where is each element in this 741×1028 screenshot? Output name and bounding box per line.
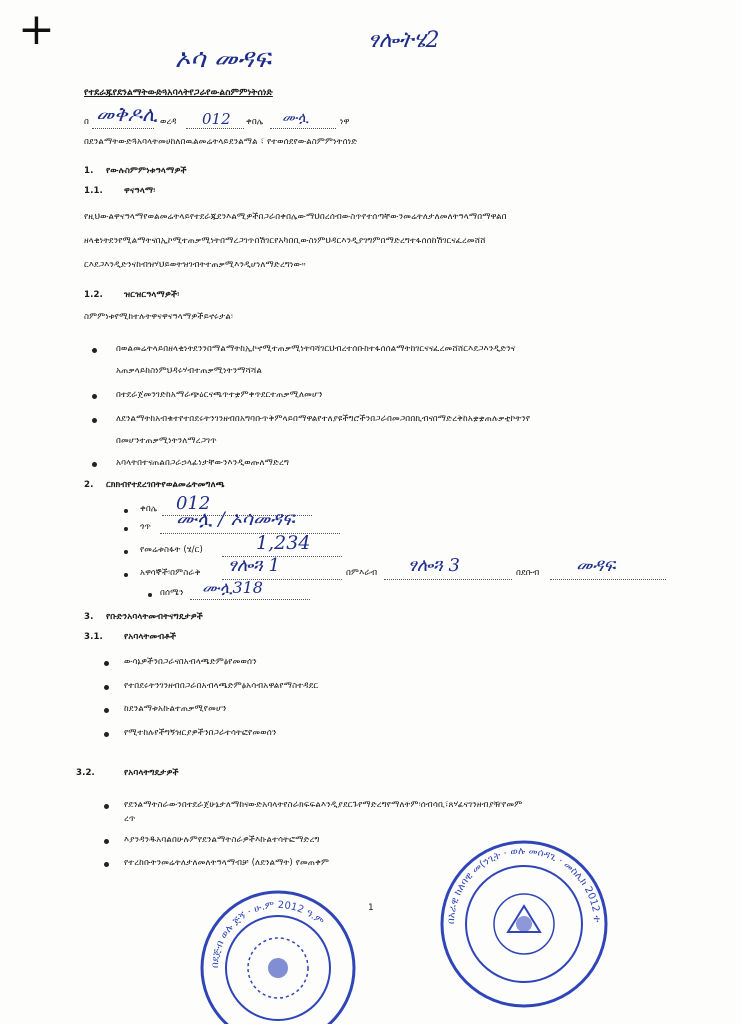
- section-3-number: 3.: [84, 612, 94, 622]
- bullet-icon: [104, 804, 109, 809]
- duty-1-line-1: የደንልማትስራውንበተደራጀሁኔታለማከናውድአባላትየስራክፍፍልእንዲያደርጉየማድረግየማለትም፡ሰብሳቢ፣ጸሃፊናገንዘብያዥየመም: [124, 800, 523, 810]
- objective-3-line-1: ለደንልማትከአብቁተየተበደሩትንገንዘብበአግባቡጥቅምላይበማዋልየተለያዩችግሮችንበጋራበመጋበበኪብናበማድረቅከአቋቋጠሉቃቲኮትንየ: [116, 414, 531, 424]
- intro-wereda-label: ወረዳ: [160, 117, 177, 127]
- bullet-icon: [104, 708, 109, 713]
- duty-1-line-2: ረጥ: [124, 814, 136, 824]
- left-seal-text: በደጅብ ወሉ ጅኝ · ሁ.ም 2012 ዓ.ም: [209, 899, 326, 969]
- svg-text:በአራዊ ከለባዊ መ(ንጊት · ወሉ መሰዳጊ · መስ: በአራዊ ከለባዊ መ(ንጊት · ወሉ መሰዳጊ · መስሊክ 2012 ተ: [445, 845, 603, 925]
- handwritten-south-neighbor: መዳፍ: [576, 555, 616, 576]
- section-2-title: ርክክብየተደረገበትየወልመሬትመግለጫ: [106, 480, 225, 490]
- bullet-icon: [124, 550, 128, 554]
- left-official-seal: [188, 878, 368, 1024]
- objective-4: አባላትበተናጠልበጋራኃላፊነታቸውንእንዲወጡለማድረግ: [116, 458, 290, 468]
- boundary-west-label: በምእራብ: [346, 568, 378, 578]
- intro-line-2: በደንልማትውድጓአባላትመሀከለበዉልመሬትላይደንልማል ፣ የተወሰደየውልስምምነትሰነድ: [84, 137, 358, 147]
- section-1-1-para-line-1: የዚህውልዋናዓላማየወልመሬትላይየተደራጁደንእልሚዎችበጋራበቀበሌውማህበረሰብውስጥየተሰጣቸውንመሬትለታለመለትዓላማበማዋልበ: [84, 212, 507, 222]
- section-3-2-title: የአባላትግዴታዎች: [124, 768, 179, 778]
- handwritten-name: መቅዶሊ: [96, 102, 158, 126]
- land-kebele-label: ቀበሌ: [140, 504, 158, 514]
- page-number: 1: [368, 903, 374, 913]
- section-3-title: የቡድንአባላትመብትናግዴታዎች: [106, 612, 203, 622]
- section-3-2-number: 3.2.: [76, 768, 95, 778]
- bullet-icon: [104, 732, 109, 737]
- section-2-number: 2.: [84, 480, 94, 490]
- bullet-icon: [92, 394, 97, 399]
- right-4: የሚተከሉየችግኝዝርያዎችንበጋራተሳትፎየመወሰን: [124, 728, 277, 738]
- duty-3: የተረከቡትንመሬትለታለመለትዓላማብቻ (ለደንልማት) የመጠቀም: [124, 858, 330, 868]
- section-1-1-para-line-2: ዘላቂነትደንየሚልማትናበኢኮሚተጠቃሚነትበማረጋገጥበሽገርየአካበቢውስነምህዳርእንዲያገግምበማድረግተፋሰሰከሽገርናፈረመሸሸ: [84, 236, 486, 246]
- land-area-label: የመሬቱስፋት (ሄ/ር): [140, 545, 203, 555]
- bullet-icon: [104, 839, 109, 844]
- duty-2: እያንዳንዱአባልበሁሉምየደንልማትስራዎችእኩልተሳትፎማድረግ: [124, 835, 320, 845]
- section-1-number: 1.: [84, 166, 94, 176]
- handwritten-mark: +: [18, 4, 55, 55]
- boundary-north-label: በሰሜን: [160, 588, 184, 598]
- intro-kebele-label: ቀበሌ: [246, 117, 264, 127]
- section-1-1-para-line-3: ርእደጋእንዲድንናከብዝሃህይወትዝገብትተጠቃሚእንዲሆነለማድረግነው።: [84, 260, 306, 270]
- handwritten-house-no: 012: [176, 493, 211, 514]
- bullet-icon: [92, 348, 97, 353]
- bullet-icon: [104, 661, 109, 666]
- section-3-1-title: የአባላትመብቶች: [124, 632, 177, 642]
- handwritten-east-neighbor: ፃሎጓ 1: [228, 555, 280, 576]
- objective-3-line-2: በመሆንተጠቃሚነትንለማረጋገጥ: [116, 436, 217, 446]
- bullet-icon: [124, 509, 128, 513]
- handwritten-area: 1,234: [256, 532, 311, 554]
- objective-1-line-2: አጠቃላይከስነምህዳሩሃብተጠቃሚነትንማሻሻል: [116, 366, 263, 376]
- section-3-1-number: 3.1.: [84, 632, 103, 642]
- section-1-1-number: 1.1.: [84, 186, 103, 196]
- right-2: የተበደሩትንገንዘብበጋራበአብላጫድምፅአሳብአዋልየማስተዳደር: [124, 681, 319, 691]
- section-1-title: የውሉስምምነቱዓላማዎች: [106, 166, 187, 176]
- right-1: ውሳኔዎችንበጋራናበአብላጫድምፅየመወሰን: [124, 657, 257, 667]
- handwritten-title-note: ኦሳ መዳፍ: [175, 44, 271, 74]
- handwritten-top-right-note: ፃሎትሄ2: [368, 28, 440, 53]
- bullet-icon: [104, 862, 109, 867]
- section-1-2-intro: ስምምነቱየሚከተሉትዋናዋናዓላማዎችይኖሩታል፡: [84, 312, 234, 322]
- handwritten-west-neighbor: ፃሎጓ 3: [408, 555, 460, 576]
- boundary-south-label: በደቡብ: [516, 568, 540, 578]
- handwritten-wereda: 012: [202, 110, 231, 128]
- section-1-2-title: ዝርዝርዓላማዎች፡: [124, 290, 180, 300]
- bullet-icon: [148, 593, 152, 597]
- objective-1-line-1: በወልመሬትላይበዘላቂነትደንንበማልማትከኢኮኖሚተጠቃሚነትባሻገርህብረተሰቡከተፋሰሰልማትከገርናናፈረመሸሸርእደጋእንዲድንና: [116, 344, 516, 354]
- boundary-east-label: አዋሳኞች፡በምስራቅ: [140, 568, 201, 578]
- handwritten-kebele: ሙሏ: [282, 110, 309, 126]
- bullet-icon: [124, 573, 128, 577]
- intro-suffix: ነዋ: [340, 117, 350, 127]
- handwritten-north-neighbor: ሙሏ318: [202, 578, 263, 597]
- bullet-icon: [92, 462, 97, 467]
- section-1-2-number: 1.2.: [84, 290, 103, 300]
- document-title: የተደራጁየደንልማትውድጓአባላትየጋራየውልስምምነትሰነድ: [84, 88, 273, 98]
- objective-2: በተደራጀመንገድከአማራጭዕርናጫጥተቋምቀጥደርተጠቃሚለመሆን: [116, 390, 323, 400]
- bullet-icon: [92, 418, 97, 423]
- section-1-1-title: ዋናዓላማ፡: [124, 186, 156, 196]
- land-got-label: ጎጥ: [140, 522, 152, 532]
- right-3: ከደንልማቱአኩልተጠቃሚየመሆን: [124, 704, 227, 714]
- right-official-seal: [436, 836, 612, 1012]
- intro-prefix: በ: [84, 117, 90, 127]
- handwritten-got: ሙሏ / ኦሳመዳፍ: [176, 508, 295, 530]
- bullet-icon: [104, 685, 109, 690]
- bullet-icon: [124, 527, 128, 531]
